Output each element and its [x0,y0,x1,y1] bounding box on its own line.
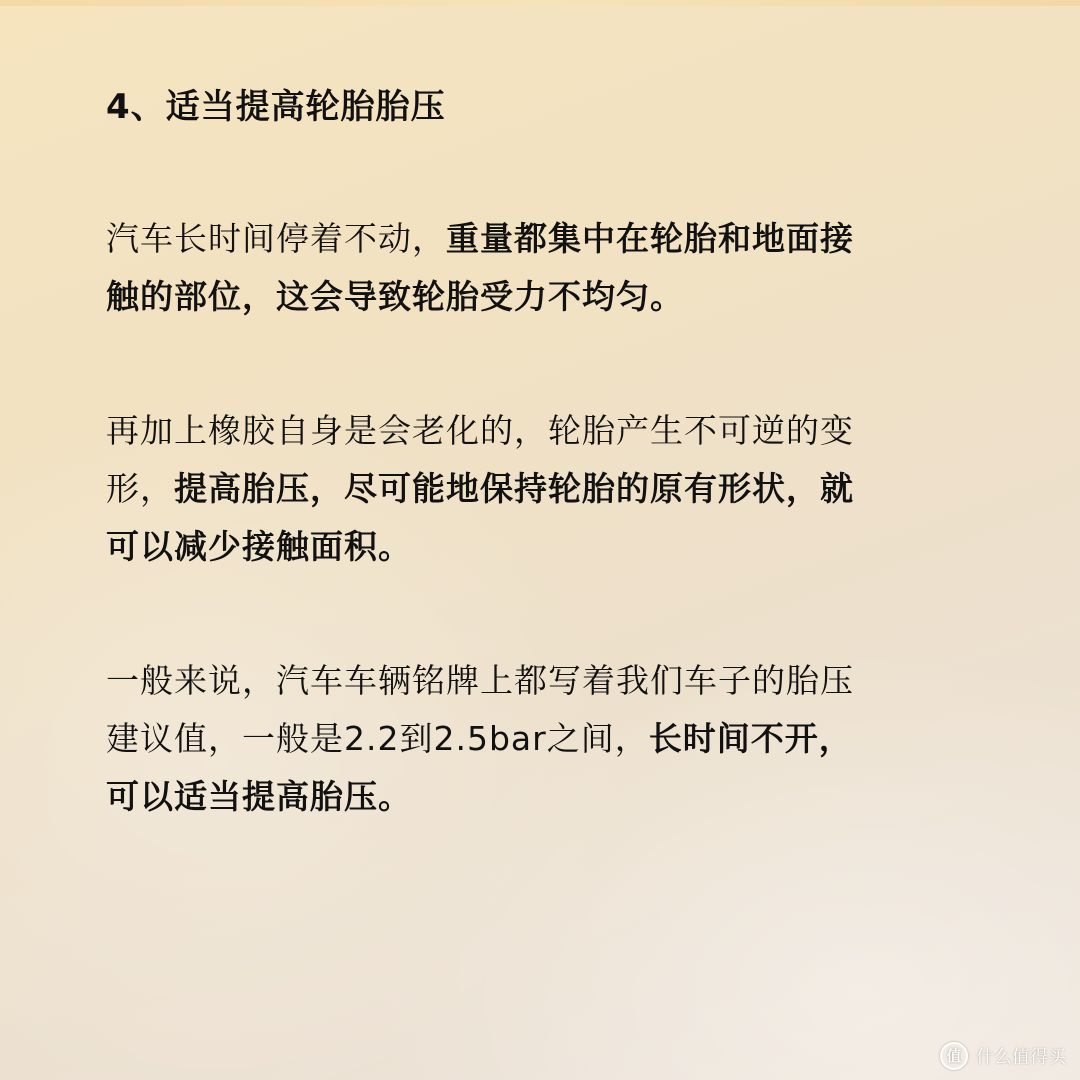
watermark [940,1042,1066,1070]
paragraph-1 [106,210,986,326]
paragraph-1-text: 汽车长时间停着不动， [106,219,446,258]
section-heading: 4、适当提高轮胎胎压 [106,87,446,127]
article-body [106,78,986,902]
smzdm-logo-icon: 值 [940,1042,968,1070]
top-edge-decoration [0,0,1080,6]
paragraph-2-text: 再加上橡胶自身是会老化的，轮胎产生不可逆的变 形， [106,411,854,508]
paragraph-2-emphasis: 提高胎压，尽可能地保持轮胎的原有形状，就 可以减少接触面积。 [106,469,854,566]
paragraph-3-text: 一般来说，汽车车辆铭牌上都写着我们车子的胎压 建议值，一般是2.2到2.5bar之间， [106,661,854,758]
paragraph-1-emphasis: 重量都集中在轮胎和地面接 触的部位，这会导致轮胎受力不均匀。 [106,219,854,316]
watermark-text: 什么值得买 [976,1047,1066,1068]
paragraph-3-emphasis: 长时间不开， 可以适当提高胎压。 [106,719,853,816]
paragraph-3 [106,652,986,826]
paragraph-2 [106,402,986,576]
